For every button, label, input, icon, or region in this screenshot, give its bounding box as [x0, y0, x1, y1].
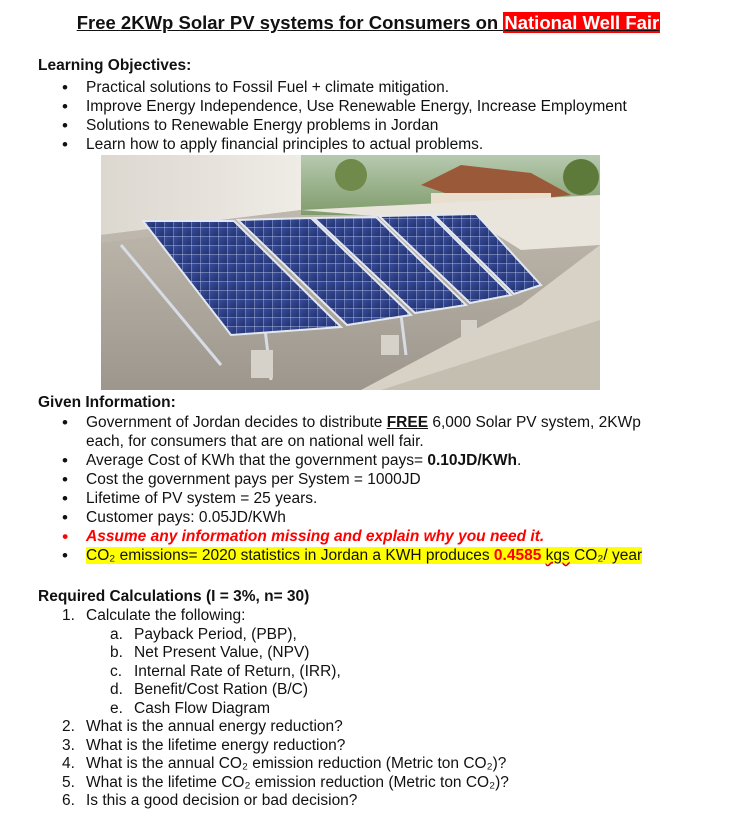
sub-item: d. Benefit/Cost Ration (B/C) — [110, 681, 309, 698]
list-item: 2. What is the annual energy reduction? — [62, 718, 343, 735]
co2-item-pre: CO₂ emissions= 2020 statistics in Jordan a KWH produces — [86, 547, 494, 564]
list-item — [0, 607, 509, 718]
list-item: • Cost the government pays per System = 1000JD — [0, 470, 676, 489]
list-item: • Practical solutions to Fossil Fuel + climate mitigation. — [0, 78, 676, 97]
given-item1-post: 6,000 Solar PV system, 2KWp each, for consumers that are on national well fair. — [86, 414, 641, 450]
sub-item: b. Net Present Value, (NPV) — [110, 644, 310, 661]
list-item: • Improve Energy Independence, Use Renewable Energy, Increase Employment — [0, 97, 676, 116]
list-item: • Lifetime of PV system = 25 years. — [0, 489, 676, 508]
list-item — [0, 546, 676, 565]
title-main: Free 2KWp Solar PV systems for Consumers on — [76, 12, 504, 33]
sub-item: e. Cash Flow Diagram — [110, 699, 271, 717]
cost-per-kwh-value: 0.10JD/KWh — [427, 452, 517, 469]
co2-item-post: CO₂/ year — [569, 547, 643, 564]
list-item: • Assume any information missing and explain why you need it. — [0, 527, 676, 546]
list-item: • Solutions to Renewable Energy problems in Jordan — [0, 116, 676, 135]
sub-item: a. Payback Period, (PBP), — [110, 625, 297, 643]
list-item — [0, 451, 676, 470]
required-calculations-heading: Required Calculations (I = 3%, n= 30) — [38, 588, 310, 605]
list-item — [0, 413, 666, 451]
given-information-heading: Given Information: — [38, 394, 176, 411]
sub-list — [86, 626, 509, 719]
learning-objectives-heading: Learning Objectives: — [38, 57, 192, 74]
given-item2-pre: Average Cost of KWh that the government pays= — [86, 452, 428, 469]
list-item: • Customer pays: 0.05JD/KWh — [0, 508, 676, 527]
list-item: 6. Is this a good decision or bad decision? — [62, 792, 358, 809]
solar-panel-photo — [101, 155, 600, 390]
given-item2-post: . — [516, 452, 522, 469]
page-title — [0, 12, 737, 34]
free-word: FREE — [386, 414, 429, 431]
given-item1-pre: Government of Jordan decides to distribute — [86, 414, 387, 431]
list-item: 5. What is the lifetime CO₂ emission reduction (Metric ton CO₂)? — [62, 773, 509, 791]
title-highlight: National Well Fair — [504, 12, 660, 33]
given-information-list — [0, 413, 676, 565]
list-item: • Learn how to apply financial principles to actual problems. — [0, 135, 676, 154]
required-questions-list — [0, 607, 509, 811]
question-text: Calculate the following: — [86, 607, 246, 624]
item-number: 1. — [62, 607, 75, 624]
learning-objectives-list — [0, 78, 676, 154]
sub-item: c. Internal Rate of Return, (IRR), — [110, 662, 341, 680]
co2-unit: kgs — [545, 547, 570, 564]
list-item: 4. What is the annual CO₂ emission reduction (Metric ton CO₂)? — [62, 755, 507, 772]
list-item: 3. What is the lifetime energy reduction? — [62, 736, 346, 754]
co2-factor-value: 0.4585 — [493, 547, 542, 564]
